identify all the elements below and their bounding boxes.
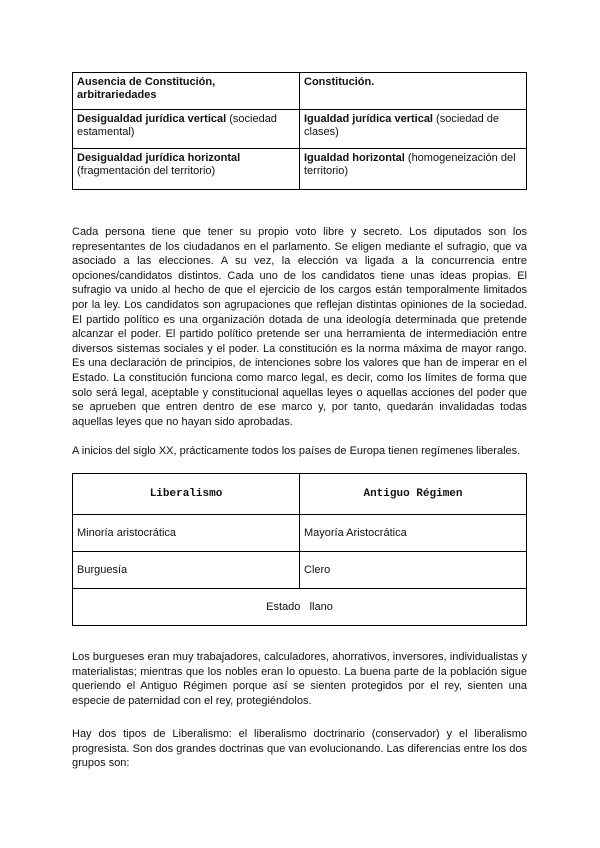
table-cell: Mayoría Aristocrática [300, 515, 527, 552]
table-row [73, 474, 527, 515]
table-footer-cell: Estado llano [73, 589, 527, 626]
table-row [73, 110, 527, 149]
header-right-text: Constitución. [304, 76, 375, 88]
body-paragraph: Los burgueses eran muy trabajadores, calculadores, ahorrativos, inversores, individualistas y materialistas; mientras que los nobles eran lo opuesto. La buena parte de la población sigue queriendo el Antiguo Régimen porque así se sienten protegidos por el rey, sienten una especie de paternidad con el rey, protegiéndolos. [72, 651, 527, 707]
header-left-text: Ausencia de Constitución, arbitrariedades [77, 76, 216, 101]
table-header-cell: Liberalismo [73, 474, 300, 515]
cell-text: (sociedad estamental) [77, 113, 277, 138]
table-header-cell: Antiguo Régimen [300, 474, 527, 515]
body-paragraph: Hay dos tipos de Liberalismo: el liberalismo doctrinario (conservador) y el liberalismo progresista. Son dos grandes doctrinas que van evolucionando. Las diferencias entre los dos grupos son: [72, 728, 527, 770]
table-row [73, 589, 527, 626]
table-row [73, 149, 527, 190]
cell-bold-text: Desigualdad jurídica vertical [77, 113, 227, 125]
cell-text: (sociedad de clases) [304, 113, 500, 138]
table-row [73, 73, 527, 110]
table-header-cell [73, 73, 300, 110]
table-row [73, 552, 527, 589]
table-cell: Minoría aristocrática [73, 515, 300, 552]
table-header-cell [300, 73, 527, 110]
table-cell: Burguesía [73, 552, 300, 589]
body-paragraph: A inicios del siglo XX, prácticamente todos los países de Europa tienen regímenes liberales. [72, 445, 521, 457]
table-cell [73, 110, 300, 149]
cell-bold-text: Desigualdad jurídica horizontal [77, 152, 241, 164]
cell-bold-text: Igualdad jurídica vertical [304, 113, 433, 125]
table-cell [300, 149, 527, 190]
cell-text: (fragmentación del territorio) [77, 165, 216, 177]
table-cell [300, 110, 527, 149]
table-cell [73, 149, 300, 190]
table-row [73, 515, 527, 552]
table-cell: Clero [300, 552, 527, 589]
cell-bold-text: Igualdad horizontal [304, 152, 405, 164]
body-paragraph: Cada persona tiene que tener su propio voto libre y secreto. Los diputados son los representantes de los ciudadanos en el parlamento. Se eligen mediante el sufragio, que va asociado a las elecciones. A su vez, la elección va ligada a la concurrencia entre opciones/candidatos distintos. Cada uno de los candidatos tiene unas ideas propias. El sufragio va unido al hecho de que el ejercicio de los cargos están temporalmente limitados por la ley. Los candidatos son agrupaciones que reflejan distintas opiniones de la sociedad. El partido político es una organización dotada de una ideología determinada que pretende alcanzar el poder. El partido político pretende ser una herramienta de intermediación entre diversos sistemas sociales y el poder. La constitución es la norma máxima de mayor rango. Es una declaración de principios, de intenciones sobre los valores que han de imperar en el Estado. La constitución funciona como marco legal, es decir, como los límites de forma que solo será legal, aceptable y constitucional aquellas leyes o aquellas acciones del poder que se aprueben que entren dentro de ese marco y, por tanto, quedarán invalidadas todas aquellas leyes que no hayan sido aprobadas. [72, 226, 527, 428]
comparison-table-constitution [72, 72, 527, 190]
comparison-table-liberalism [72, 473, 527, 626]
cell-text: (homogeneización del territorio) [304, 152, 516, 177]
